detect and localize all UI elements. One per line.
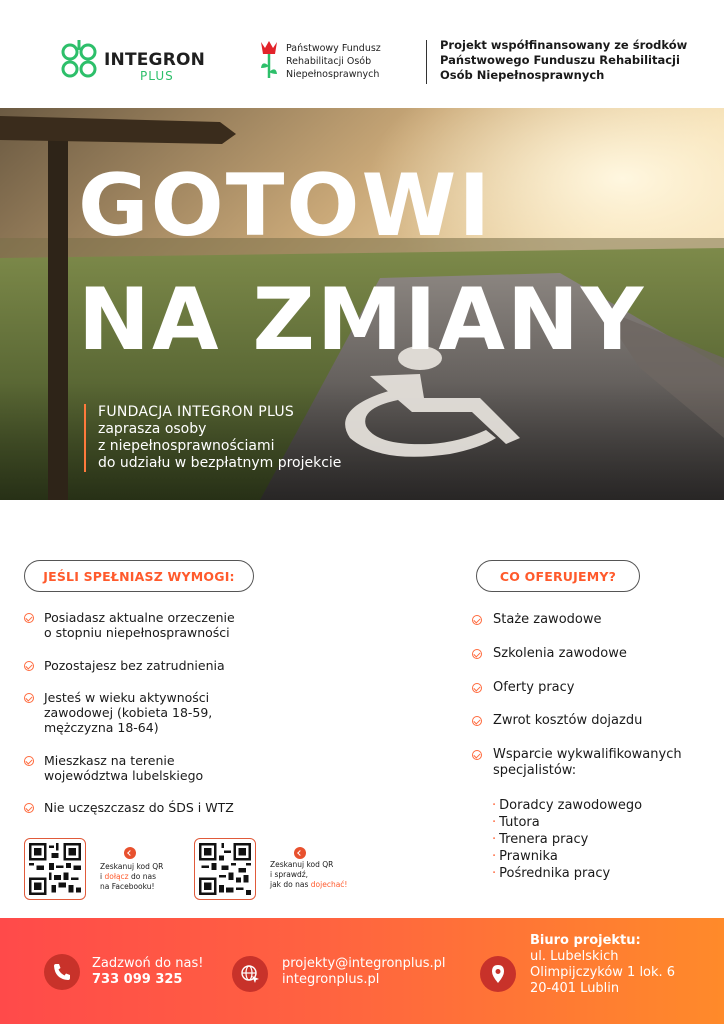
- header-divider: [426, 40, 427, 84]
- requirements-heading: JEŚLI SPEŁNIASZ WYMOGI:: [24, 560, 254, 592]
- requirement-text: Jesteś w wieku aktywności: [44, 690, 210, 705]
- phone-contact: [92, 956, 203, 988]
- check-circle-icon: [24, 661, 34, 671]
- check-circle-icon: [24, 756, 34, 766]
- list-item: · Prawnika: [492, 849, 558, 864]
- offer-text: Wsparcie wykwalifikowanych: [493, 747, 682, 762]
- cofund-line: Projekt współfinansowany ze środków: [440, 38, 688, 52]
- specialist-text: Prawnika: [499, 849, 558, 864]
- pfron-line: Państwowy Fundusz: [286, 43, 381, 54]
- cofund-line: Osób Niepełnosprawnych: [440, 68, 605, 82]
- check-circle-icon: [472, 716, 482, 726]
- qr-caption-line: [100, 872, 180, 882]
- hero-org: FUNDACJA INTEGRON PLUS: [98, 404, 295, 420]
- hero-title-line1: GOTOWI: [78, 156, 493, 256]
- offer-heading: CO OFERUJEMY?: [476, 560, 640, 592]
- list-item: · Trenera pracy: [492, 832, 589, 847]
- address-line: Olimpijczyków 1 lok. 6: [530, 965, 676, 980]
- offer-text: Szkolenia zawodowe: [493, 646, 627, 661]
- pfron-logo: [258, 38, 408, 84]
- check-circle-icon: [24, 803, 34, 813]
- phone-label: Zadzwoń do nas!: [92, 956, 204, 971]
- qr-caption-line: [270, 880, 370, 890]
- cofund-line: Państwowego Funduszu Rehabilitacji: [440, 53, 680, 67]
- integron-logo-icon: [58, 38, 102, 82]
- hero-banner: [0, 108, 724, 500]
- qr-code-icon: [199, 843, 251, 895]
- globe-cursor-icon[interactable]: [232, 956, 268, 992]
- hero-sub-line: z niepełnosprawnościami: [98, 438, 275, 454]
- office-label: Biuro projektu:: [530, 933, 641, 948]
- address-line: ul. Lubelskich: [530, 949, 619, 964]
- requirement-text: Posiadasz aktualne orzeczenie: [44, 610, 235, 625]
- specialists-list: [492, 797, 712, 882]
- brand-sub: PLUS: [140, 69, 174, 83]
- hero-subtitle: [84, 404, 341, 472]
- check-circle-icon: [472, 683, 482, 693]
- qr-code-icon: [29, 843, 81, 895]
- requirement-text: województwa lubelskiego: [44, 768, 204, 783]
- hero-title-line2: NA ZMIANY: [78, 270, 646, 370]
- check-circle-icon: [472, 615, 482, 625]
- specialist-text: Doradcy zawodowego: [499, 798, 643, 813]
- qr-caption-accent: dołącz: [104, 872, 129, 881]
- check-circle-icon: [24, 693, 34, 703]
- facebook-qr-code[interactable]: [24, 838, 86, 900]
- header: [0, 0, 724, 108]
- hero-sub-line: zaprasza osoby: [98, 421, 207, 437]
- office-address: [530, 933, 675, 997]
- map-qr-code[interactable]: [194, 838, 256, 900]
- phone-number[interactable]: 733 099 325: [92, 972, 183, 987]
- list-item: · Tutora: [492, 815, 540, 830]
- qr-caption-line: Zeskanuj kod QR: [100, 862, 164, 871]
- requirement-text: Pozostajesz bez zatrudnienia: [44, 658, 225, 673]
- check-circle-icon: [472, 649, 482, 659]
- pfron-logo-icon: [258, 38, 280, 82]
- location-pin-icon[interactable]: [480, 956, 516, 992]
- phone-icon[interactable]: [44, 954, 80, 990]
- specialist-text: Tutora: [499, 815, 540, 830]
- hero-sub-line: do udziału w bezpłatnym projekcie: [98, 455, 342, 471]
- pfron-line: Rehabilitacji Osób: [286, 56, 372, 67]
- list-item: · Pośrednika pracy: [492, 866, 611, 881]
- qr-caption-line: i sprawdź,: [270, 870, 309, 879]
- facebook-qr-caption: [100, 862, 180, 892]
- website-link[interactable]: integronplus.pl: [282, 972, 380, 987]
- arrow-badge-icon: [124, 847, 136, 859]
- email-link[interactable]: projekty@integronplus.pl: [282, 956, 446, 971]
- map-qr-caption: [270, 860, 370, 890]
- arrow-badge-icon: [294, 847, 306, 859]
- qr-caption-line: Zeskanuj kod QR: [270, 860, 334, 869]
- web-contact: [282, 956, 446, 988]
- qr-caption-accent: dojechać!: [310, 880, 348, 889]
- requirement-text: zawodowej (kobieta 18-59,: [44, 705, 213, 720]
- offer-text: Oferty pracy: [493, 680, 575, 695]
- cofunding-note: [440, 38, 710, 83]
- offer-text: Staże zawodowe: [493, 612, 602, 627]
- offer-text: Zwrot kosztów dojazdu: [493, 713, 643, 728]
- specialist-text: Pośrednika pracy: [499, 866, 611, 881]
- check-circle-icon: [472, 750, 482, 760]
- brand-name: INTEGRON: [104, 50, 206, 70]
- requirement-text: o stopniu niepełnosprawności: [44, 625, 230, 640]
- footer: [0, 918, 724, 1024]
- requirement-text: Mieszkasz na terenie: [44, 753, 175, 768]
- requirement-text: Nie uczęszczasz do ŚDS i WTZ: [44, 800, 234, 815]
- address-line: 20-401 Lublin: [530, 981, 620, 996]
- qr-caption-line: na Facebooku!: [100, 882, 155, 891]
- specialist-text: Trenera pracy: [499, 832, 589, 847]
- offer-text: specjalistów:: [493, 763, 577, 778]
- qr-caption-part: i: [100, 872, 105, 881]
- pfron-line: Niepełnosprawnych: [286, 69, 380, 80]
- qr-caption-part: do nas: [128, 872, 156, 881]
- list-item: · Doradcy zawodowego: [492, 798, 643, 813]
- requirement-text: mężczyzna 18-64): [44, 720, 159, 735]
- check-circle-icon: [24, 613, 34, 623]
- qr-caption-part: jak do nas: [270, 880, 311, 889]
- integron-plus-logo: [58, 38, 206, 84]
